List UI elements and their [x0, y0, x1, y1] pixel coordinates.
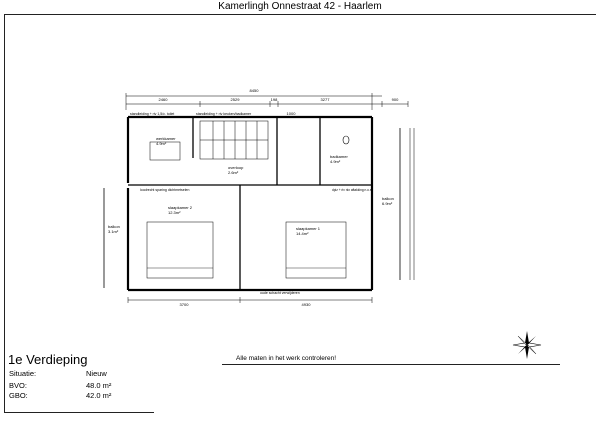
north-arrow-icon: [512, 330, 542, 360]
svg-text:198: 198: [270, 97, 278, 102]
svg-text:dpiz + riv rkx aftakking n.o.s: dpiz + riv rkx aftakking n.o.s: [332, 188, 372, 192]
svg-text:2529: 2529: [230, 97, 240, 102]
svg-text:12.3m²: 12.3m²: [168, 210, 181, 215]
svg-text:standleiding + riv 1,5/c. toil: standleiding + riv 1,5/c. toilet: [130, 112, 175, 116]
svg-text:oude schacht verwijderen: oude schacht verwijderen: [260, 291, 300, 295]
svg-text:slaapkamer 1: slaapkamer 1: [296, 226, 321, 231]
svg-text:2.6m²: 2.6m²: [228, 170, 239, 175]
dim-total: 8450: [249, 88, 259, 93]
svg-text:overloop: overloop: [228, 165, 244, 170]
disclaimer-line: [222, 364, 560, 365]
svg-text:3277: 3277: [320, 97, 330, 102]
svg-text:werkkamer: werkkamer: [156, 136, 176, 141]
svg-text:4930: 4930: [301, 302, 311, 307]
svg-text:900: 900: [391, 97, 399, 102]
svg-text:balkon: balkon: [108, 224, 120, 229]
svg-text:balkon: balkon: [382, 196, 394, 201]
svg-text:loodrecht sparing dichtmetsele: loodrecht sparing dichtmetselen: [140, 188, 190, 192]
svg-text:4.9m²: 4.9m²: [330, 159, 341, 164]
disclaimer-note: Alle maten in het werk controleren!: [236, 355, 337, 362]
svg-text:slaapkamer 2: slaapkamer 2: [168, 205, 193, 210]
floor-level-title: 1e Verdieping: [8, 352, 88, 367]
svg-text:3700: 3700: [179, 302, 189, 307]
svg-text:2460: 2460: [158, 97, 168, 102]
address-title: Kamerlingh Onnestraat 42 - Haarlem: [218, 1, 382, 12]
floor-plan-sheet: Kamerlingh Onnestraat 42 - Haarlem 8450 2460 2529 198 3277 900 1000 3700 4930 werkkamer 4.9m² overloop 2.6m² badkamer 4.9m² slaapkamer 2 12.3m² slaapkamer 1 14.4m² balkon 3.1m² balkon 6.9m² standleiding + riv 1,5/c. toilet standleiding + riv keuken/badkamer loodrecht sparing dichtmetselen oude schacht verwijderen dpiz + riv rkx aftakking n.o.s 1e Verdieping Situatie: Nieuw BVO: 48.0 m² GBO: 42.0 m² Alle maten in het werk controleren!: [0, 0, 600, 424]
svg-text:14.4m²: 14.4m²: [296, 231, 309, 236]
svg-text:standleiding + riv keuken/badk: standleiding + riv keuken/badkamer: [196, 112, 252, 116]
svg-text:badkamer: badkamer: [330, 154, 348, 159]
svg-text:4.9m²: 4.9m²: [156, 141, 167, 146]
svg-text:3.1m²: 3.1m²: [108, 229, 119, 234]
svg-text:1000: 1000: [286, 111, 296, 116]
svg-text:6.9m²: 6.9m²: [382, 201, 393, 206]
